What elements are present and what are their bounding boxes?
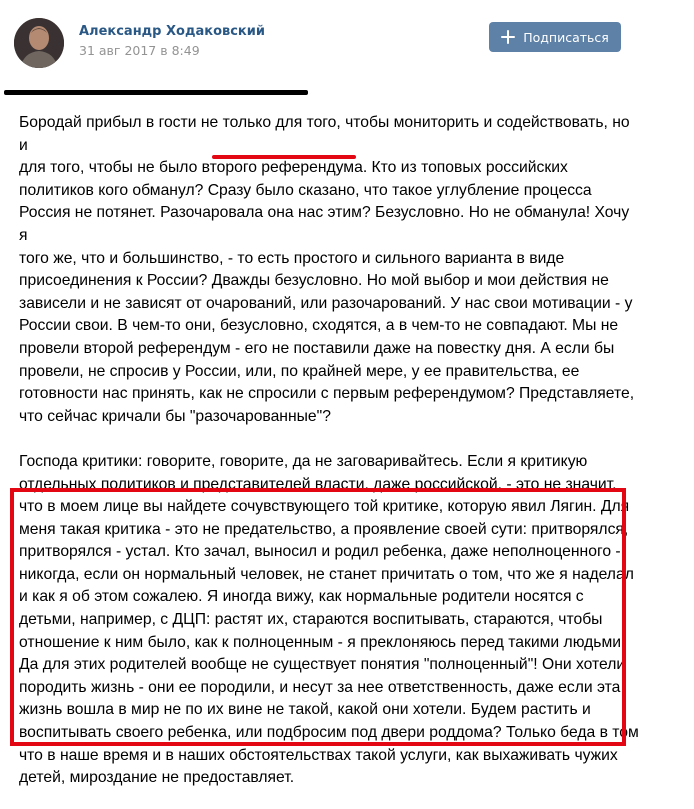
plus-icon (501, 30, 515, 44)
post-paragraph-1: Бородай прибыл в гости не только для того, чтобы мониторить и содействовать, но и для того, чтобы не было второго референдума. Кто из топовых российских политиков кого обманул? Сразу было сказано, что такое углубление процесса Россия не потянет. Разочаровала она нас этим? Безусловно. Но не обманула! Хочу я того же, что и большинство, - то есть простого и сильного варианта в виде присоединения к России? Дважды безусловно. Но мой выбор и мои действия не зависели и не зависят от очарований, или разочарований. У нас свои мотивации - у России свои. В чем-то они, безусловно, сходятся, а в чем-то не совпадают. Мы не провели второй референдум - его не поставили даже на повестку дня. А если бы провели, не спросив у России, или, по крайней мере, у ее правительства, ее готовности нас принять, как не спросили с первым референдумом? Представляете, что сейчас кричали бы "разочарованные"? (19, 114, 635, 425)
avatar-photo (14, 18, 64, 68)
author-avatar[interactable] (14, 18, 64, 68)
post-paragraph-2: Господа критики: говорите, говорите, да не заговаривайтесь. Если я критикую отдельных политиков и представителей власти, даже российской, - это не значит, что в моем лице вы найдете сочувствующего той критике, которую явил Лягин. Для меня такая критика - это не предательство, а проявление своей сути: притворялся, притворялся - устал. Кто зачал, выносил и родил ребенка, даже неполноценного - никогда, если он нормальный человек, не станет причитать о том, что же я наделал и как я об этом сожалею. Я иногда вижу, как нормальные родители носятся с детьми, например, с ДЦП: растят их, стараются воспитывать, стараются, чтобы отношение к ним было, как к полноценным - я преклоняюсь перед такими людьми. Да для этих родителей вообще не существует понятия "полноценный"! Они хотели породить жизнь - они ее породили, и несут за нее ответственность, даже если эта жизнь вошла в мир не по их вине не такой, какой они хотели. Будем растить и воспитывать своего ребенка, или подбросим под двери роддома? Только беда в том что в наше время и в наших обстоятельствах такой услуги, как выхаживать чужих детей, мироздание не предоставляет. (19, 452, 639, 787)
subscribe-button[interactable] (489, 22, 621, 52)
redaction-bar (4, 90, 308, 95)
post-text (19, 112, 639, 790)
author-name-link[interactable]: Александр Ходаковский (79, 24, 265, 39)
post-date[interactable]: 31 авг 2017 в 8:49 (79, 43, 200, 58)
subscribe-button-label: Подписаться (523, 29, 609, 45)
red-underline-annotation (212, 155, 356, 159)
